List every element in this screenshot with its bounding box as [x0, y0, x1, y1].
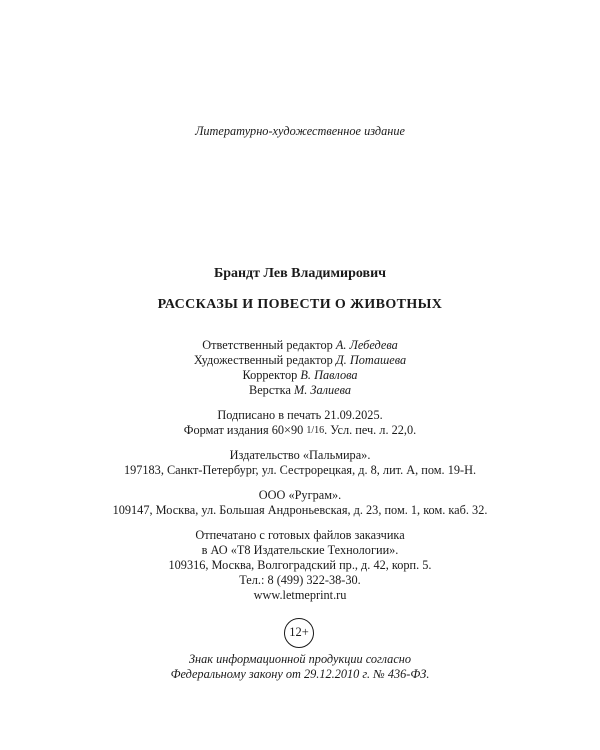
printer-address: 109316, Москва, Волгоградский пр., д. 42, корп. 5.	[168, 558, 432, 572]
author-name: Брандт Лев Владимирович	[213, 266, 387, 281]
printer-phone: Тел.: 8 (499) 322-38-30.	[239, 573, 361, 587]
staff-role: Корректор	[242, 368, 298, 382]
format-suffix: . Усл. печ. л. 22,0.	[324, 423, 417, 437]
staff-name: Д. Поташева	[335, 353, 407, 367]
publisher-name: Издательство «Пальмира».	[229, 448, 371, 462]
format-fraction: 1/16	[306, 425, 325, 436]
printer-company: в АО «Т8 Издательские Технологии».	[201, 543, 399, 557]
company-address: 109147, Москва, ул. Большая Андроньевская, д. 23, пом. 1, ком. каб. 32.	[112, 503, 488, 517]
staff-name: В. Павлова	[300, 368, 358, 382]
staff-role: Ответственный редактор	[202, 338, 333, 352]
staff-line	[0, 368, 600, 383]
age-note-line: Знак информационной продукции согласно	[188, 652, 412, 666]
print-format	[0, 423, 600, 438]
company-name: ООО «Руграм».	[258, 488, 342, 502]
staff-role: Художественный редактор	[193, 353, 333, 367]
age-rating-badge: 12+	[284, 618, 314, 648]
printer-website: www.letmeprint.ru	[253, 588, 347, 602]
print-signed-date: Подписано в печать 21.09.2025.	[217, 408, 383, 422]
printer-line: Отпечатано с готовых файлов заказчика	[195, 528, 405, 542]
staff-name: М. Залиева	[293, 383, 351, 397]
staff-line	[0, 353, 600, 368]
staff-role: Верстка	[249, 383, 291, 397]
edition-type: Литературно-художественное издание	[195, 124, 405, 138]
staff-line	[0, 338, 600, 353]
age-note-line: Федеральному закону от 29.12.2010 г. № 436-ФЗ.	[170, 667, 430, 681]
format-prefix: Формат издания 60×90	[183, 423, 304, 437]
staff-name: А. Лебедева	[335, 338, 398, 352]
book-title: РАССКАЗЫ И ПОВЕСТИ О ЖИВОТНЫХ	[157, 297, 443, 312]
publisher-address: 197183, Санкт-Петербург, ул. Сестрорецкая, д. 8, лит. А, пом. 19-Н.	[123, 463, 477, 477]
staff-line	[0, 383, 600, 398]
